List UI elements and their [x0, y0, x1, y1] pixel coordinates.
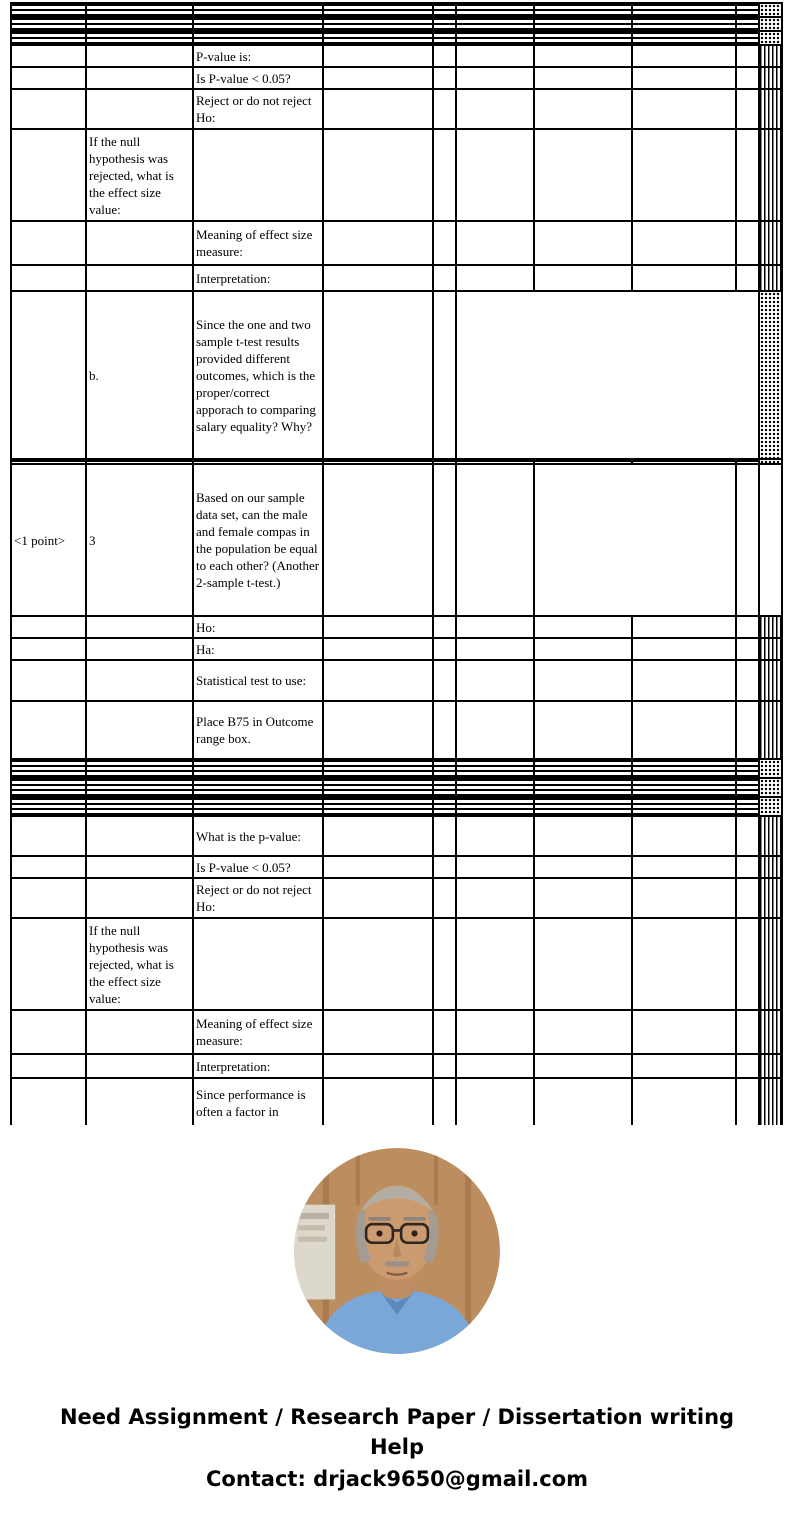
- empty-cell: [736, 45, 759, 67]
- empty-cell: [534, 67, 632, 89]
- table-row: [11, 221, 782, 265]
- stripe-cell: [632, 17, 736, 31]
- label-cell: Is P-value < 0.05?: [193, 67, 323, 89]
- stripe-cell: [323, 797, 433, 816]
- empty-cell: [736, 464, 759, 616]
- table-row: [11, 1054, 782, 1078]
- empty-cell: [736, 856, 759, 878]
- empty-cell: [534, 701, 632, 759]
- empty-cell: [736, 660, 759, 701]
- stripe-cell: [433, 797, 456, 816]
- collapsed-columns-stripe-cell: [759, 45, 782, 67]
- merged-empty-cell: [456, 291, 759, 459]
- stripe-cell: [534, 759, 632, 778]
- stripe-cell: [632, 31, 736, 45]
- empty-cell: [11, 816, 86, 856]
- empty-cell: [193, 918, 323, 1010]
- empty-cell: [456, 856, 534, 878]
- collapsed-columns-stripe-cell: [759, 878, 782, 918]
- dotted-cell: [759, 31, 782, 45]
- stripe-cell: [86, 3, 193, 17]
- label-cell: <1 point>: [11, 464, 86, 616]
- empty-cell: [433, 67, 456, 89]
- empty-cell: [86, 67, 193, 89]
- collapsed-rows-band: [11, 17, 782, 31]
- collapsed-rows-band: [11, 759, 782, 778]
- contact-line: Contact: drjack9650@gmail.com: [205, 1467, 589, 1491]
- empty-cell: [736, 878, 759, 918]
- empty-cell: [11, 701, 86, 759]
- label-cell: Interpretation:: [193, 1054, 323, 1078]
- empty-cell: [11, 638, 86, 660]
- empty-cell: [86, 660, 193, 701]
- empty-cell: [632, 660, 736, 701]
- empty-cell: [534, 878, 632, 918]
- empty-cell: [632, 89, 736, 129]
- stripe-cell: [11, 31, 86, 45]
- empty-cell: [433, 45, 456, 67]
- empty-cell: [456, 878, 534, 918]
- collapsed-columns-stripe-cell: [759, 1078, 782, 1125]
- stripe-cell: [193, 778, 323, 797]
- empty-cell: [323, 221, 433, 265]
- empty-cell: [433, 816, 456, 856]
- empty-cell: [456, 464, 534, 616]
- empty-cell: [433, 638, 456, 660]
- empty-cell: [11, 67, 86, 89]
- empty-cell: [534, 816, 632, 856]
- table-row: [11, 701, 782, 759]
- stripe-cell: [534, 31, 632, 45]
- empty-cell: [323, 701, 433, 759]
- stripe-cell: [193, 31, 323, 45]
- label-cell: 3: [86, 464, 193, 616]
- table-row: [11, 129, 782, 221]
- empty-cell: [11, 660, 86, 701]
- stripe-cell: [323, 778, 433, 797]
- empty-cell: [433, 918, 456, 1010]
- label-cell: Reject or do not reject Ho:: [193, 878, 323, 918]
- stripe-cell: [86, 778, 193, 797]
- stripe-cell: [193, 3, 323, 17]
- empty-cell: [632, 816, 736, 856]
- empty-cell: [632, 67, 736, 89]
- collapsed-columns-stripe-cell: [759, 265, 782, 291]
- stripe-cell: [323, 3, 433, 17]
- collapsed-rows-band: [11, 3, 782, 17]
- empty-cell: [11, 1078, 86, 1125]
- stripe-cell: [632, 759, 736, 778]
- collapsed-rows-band: [11, 31, 782, 45]
- empty-cell: [11, 918, 86, 1010]
- collapsed-columns-stripe-cell: [759, 856, 782, 878]
- label-cell: If the null hypothesis was rejected, what is the effect size value:: [86, 918, 193, 1010]
- empty-cell: [632, 878, 736, 918]
- empty-cell: [433, 701, 456, 759]
- collapsed-columns-stripe-cell: [759, 918, 782, 1010]
- stripe-cell: [11, 797, 86, 816]
- empty-cell: [323, 660, 433, 701]
- empty-cell: [534, 129, 632, 221]
- empty-cell: [632, 1078, 736, 1125]
- empty-cell: [11, 1054, 86, 1078]
- empty-cell: [456, 45, 534, 67]
- empty-cell: [11, 616, 86, 638]
- empty-cell: [86, 1078, 193, 1125]
- stripe-cell: [86, 759, 193, 778]
- table-row: [11, 816, 782, 856]
- empty-cell: [323, 616, 433, 638]
- label-cell: Meaning of effect size measure:: [193, 1010, 323, 1054]
- empty-cell: [534, 1010, 632, 1054]
- empty-cell: [759, 464, 782, 616]
- collapsed-columns-stripe-cell: [759, 89, 782, 129]
- assignment-table: [10, 2, 783, 1125]
- empty-cell: [323, 918, 433, 1010]
- empty-cell: [534, 660, 632, 701]
- stripe-cell: [632, 778, 736, 797]
- empty-cell: [323, 878, 433, 918]
- stripe-cell: [433, 759, 456, 778]
- label-cell: P-value is:: [193, 45, 323, 67]
- empty-cell: [736, 701, 759, 759]
- stripe-cell: [433, 3, 456, 17]
- empty-cell: [456, 129, 534, 221]
- stripe-cell: [534, 3, 632, 17]
- stripe-cell: [534, 17, 632, 31]
- empty-cell: [534, 638, 632, 660]
- empty-cell: [632, 129, 736, 221]
- empty-cell: [323, 129, 433, 221]
- empty-cell: [456, 67, 534, 89]
- table-row: [11, 918, 782, 1010]
- collapsed-columns-stripe-cell: [759, 616, 782, 638]
- empty-cell: [11, 129, 86, 221]
- stripe-cell: [632, 3, 736, 17]
- label-cell: If the null hypothesis was rejected, what is the effect size value:: [86, 129, 193, 221]
- empty-cell: [323, 1054, 433, 1078]
- collapsed-columns-stripe-cell: [759, 129, 782, 221]
- empty-cell: [323, 265, 433, 291]
- empty-cell: [736, 1054, 759, 1078]
- empty-cell: [433, 616, 456, 638]
- empty-cell: [433, 291, 456, 459]
- label-cell: What is the p-value:: [193, 816, 323, 856]
- stripe-cell: [323, 31, 433, 45]
- empty-cell: [86, 265, 193, 291]
- table-row: [11, 638, 782, 660]
- table-row: [11, 291, 782, 459]
- empty-cell: [433, 89, 456, 129]
- collapsed-columns-stripe-cell: [759, 816, 782, 856]
- empty-cell: [534, 856, 632, 878]
- profile-photo: [294, 1148, 500, 1354]
- table-row: [11, 45, 782, 67]
- empty-cell: [433, 129, 456, 221]
- empty-cell: [11, 856, 86, 878]
- empty-cell: [323, 464, 433, 616]
- empty-cell: [736, 1010, 759, 1054]
- empty-cell: [736, 1078, 759, 1125]
- empty-cell: [11, 1010, 86, 1054]
- dotted-cell: [759, 759, 782, 778]
- collapsed-columns-stripe-cell: [759, 1010, 782, 1054]
- help-heading: Need Assignment / Research Paper / Dissertation writing Help: [59, 1405, 735, 1459]
- empty-cell: [433, 878, 456, 918]
- label-cell: Interpretation:: [193, 265, 323, 291]
- label-cell: Meaning of effect size measure:: [193, 221, 323, 265]
- stripe-cell: [456, 797, 534, 816]
- empty-cell: [323, 89, 433, 129]
- label-cell: Reject or do not reject Ho:: [193, 89, 323, 129]
- label-cell: Since the one and two sample t-test results provided different outcomes, which is the proper/correct apporach to comparing salary equality? Why?: [193, 291, 323, 459]
- empty-cell: [534, 918, 632, 1010]
- empty-cell: [456, 816, 534, 856]
- empty-cell: [632, 616, 736, 638]
- table-row: [11, 856, 782, 878]
- stripe-cell: [456, 31, 534, 45]
- empty-cell: [632, 221, 736, 265]
- collapsed-rows-band: [11, 797, 782, 816]
- empty-cell: [86, 878, 193, 918]
- man-portrait-illustration: [294, 1148, 500, 1354]
- empty-cell: [534, 1078, 632, 1125]
- empty-cell: [86, 1054, 193, 1078]
- empty-cell: [736, 616, 759, 638]
- empty-cell: [632, 638, 736, 660]
- empty-cell: [11, 265, 86, 291]
- empty-cell: [323, 856, 433, 878]
- empty-cell: [433, 464, 456, 616]
- table-row: [11, 878, 782, 918]
- empty-cell: [456, 1078, 534, 1125]
- dotted-cell: [759, 291, 782, 459]
- collapsed-columns-stripe-cell: [759, 660, 782, 701]
- empty-cell: [433, 1078, 456, 1125]
- empty-cell: [534, 89, 632, 129]
- empty-cell: [433, 660, 456, 701]
- stripe-cell: [736, 759, 759, 778]
- stripe-cell: [456, 3, 534, 17]
- empty-cell: [534, 45, 632, 67]
- empty-cell: [433, 221, 456, 265]
- label-cell: Ho:: [193, 616, 323, 638]
- dotted-cell: [759, 3, 782, 17]
- collapsed-columns-stripe-cell: [759, 221, 782, 265]
- collapsed-columns-stripe-cell: [759, 701, 782, 759]
- empty-cell: [736, 918, 759, 1010]
- empty-cell: [86, 638, 193, 660]
- empty-cell: [736, 129, 759, 221]
- stripe-cell: [456, 17, 534, 31]
- table-row: [11, 660, 782, 701]
- empty-cell: [11, 89, 86, 129]
- empty-cell: [323, 45, 433, 67]
- empty-cell: [86, 616, 193, 638]
- stripe-cell: [193, 797, 323, 816]
- empty-cell: [323, 1078, 433, 1125]
- empty-cell: [736, 816, 759, 856]
- stripe-cell: [632, 797, 736, 816]
- stripe-cell: [11, 759, 86, 778]
- empty-cell: [86, 221, 193, 265]
- stripe-cell: [456, 759, 534, 778]
- dotted-cell: [759, 778, 782, 797]
- empty-cell: [323, 638, 433, 660]
- empty-cell: [632, 265, 736, 291]
- empty-cell: [736, 221, 759, 265]
- empty-cell: [323, 67, 433, 89]
- avatar-section: [0, 1148, 794, 1354]
- collapsed-rows-band: [11, 778, 782, 797]
- empty-cell: [456, 616, 534, 638]
- stripe-cell: [86, 31, 193, 45]
- table-row: [11, 1078, 782, 1125]
- stripe-cell: [736, 17, 759, 31]
- stripe-cell: [86, 797, 193, 816]
- empty-cell: [736, 638, 759, 660]
- stripe-cell: [456, 778, 534, 797]
- empty-cell: [86, 701, 193, 759]
- dotted-cell: [759, 17, 782, 31]
- label-cell: Place B75 in Outcome range box.: [193, 701, 323, 759]
- empty-cell: [86, 816, 193, 856]
- empty-cell: [433, 1010, 456, 1054]
- table-row: [11, 464, 782, 616]
- stripe-cell: [193, 17, 323, 31]
- collapsed-columns-stripe-cell: [759, 638, 782, 660]
- empty-cell: [323, 816, 433, 856]
- empty-cell: [456, 918, 534, 1010]
- stripe-cell: [433, 17, 456, 31]
- stripe-cell: [534, 778, 632, 797]
- empty-cell: [323, 1010, 433, 1054]
- collapsed-columns-stripe-cell: [759, 1054, 782, 1078]
- empty-cell: [534, 616, 632, 638]
- table-row: [11, 265, 782, 291]
- table-row: [11, 67, 782, 89]
- empty-cell: [433, 265, 456, 291]
- empty-cell: [632, 1054, 736, 1078]
- empty-cell: [632, 918, 736, 1010]
- table-row: [11, 616, 782, 638]
- label-cell: Since performance is often a factor in: [193, 1078, 323, 1125]
- empty-cell: [433, 1054, 456, 1078]
- empty-cell: [456, 1054, 534, 1078]
- label-cell: Statistical test to use:: [193, 660, 323, 701]
- stripe-cell: [193, 759, 323, 778]
- stripe-cell: [534, 797, 632, 816]
- empty-cell: [456, 638, 534, 660]
- stripe-cell: [736, 31, 759, 45]
- empty-cell: [323, 291, 433, 459]
- empty-cell: [736, 265, 759, 291]
- empty-cell: [632, 1010, 736, 1054]
- table-row: [11, 89, 782, 129]
- empty-cell: [456, 701, 534, 759]
- empty-cell: [456, 265, 534, 291]
- stripe-cell: [433, 778, 456, 797]
- empty-cell: [534, 221, 632, 265]
- label-cell: Is P-value < 0.05?: [193, 856, 323, 878]
- empty-cell: [433, 856, 456, 878]
- merged-empty-cell: [534, 464, 736, 616]
- stripe-cell: [736, 778, 759, 797]
- empty-cell: [456, 660, 534, 701]
- table-row: [11, 1010, 782, 1054]
- stripe-cell: [86, 17, 193, 31]
- empty-cell: [11, 45, 86, 67]
- empty-cell: [456, 1010, 534, 1054]
- stripe-cell: [736, 3, 759, 17]
- stripe-cell: [11, 778, 86, 797]
- footer: [0, 1402, 794, 1494]
- empty-cell: [11, 221, 86, 265]
- stripe-cell: [323, 17, 433, 31]
- empty-cell: [193, 129, 323, 221]
- stripe-cell: [433, 31, 456, 45]
- empty-cell: [632, 856, 736, 878]
- empty-cell: [456, 221, 534, 265]
- empty-cell: [456, 89, 534, 129]
- empty-cell: [86, 856, 193, 878]
- stripe-cell: [11, 3, 86, 17]
- collapsed-columns-stripe-cell: [759, 67, 782, 89]
- empty-cell: [632, 45, 736, 67]
- empty-cell: [11, 878, 86, 918]
- empty-cell: [534, 265, 632, 291]
- stripe-cell: [323, 759, 433, 778]
- empty-cell: [632, 701, 736, 759]
- empty-cell: [736, 89, 759, 129]
- empty-cell: [86, 1010, 193, 1054]
- stripe-cell: [11, 17, 86, 31]
- empty-cell: [86, 89, 193, 129]
- label-cell: Ha:: [193, 638, 323, 660]
- dotted-cell: [759, 797, 782, 816]
- stripe-cell: [736, 797, 759, 816]
- empty-cell: [11, 291, 86, 459]
- empty-cell: [534, 1054, 632, 1078]
- empty-cell: [86, 45, 193, 67]
- empty-cell: [736, 67, 759, 89]
- label-cell: Based on our sample data set, can the male and female compas in the population be equal to each other? (Another 2-sample t-test.): [193, 464, 323, 616]
- label-cell: b.: [86, 291, 193, 459]
